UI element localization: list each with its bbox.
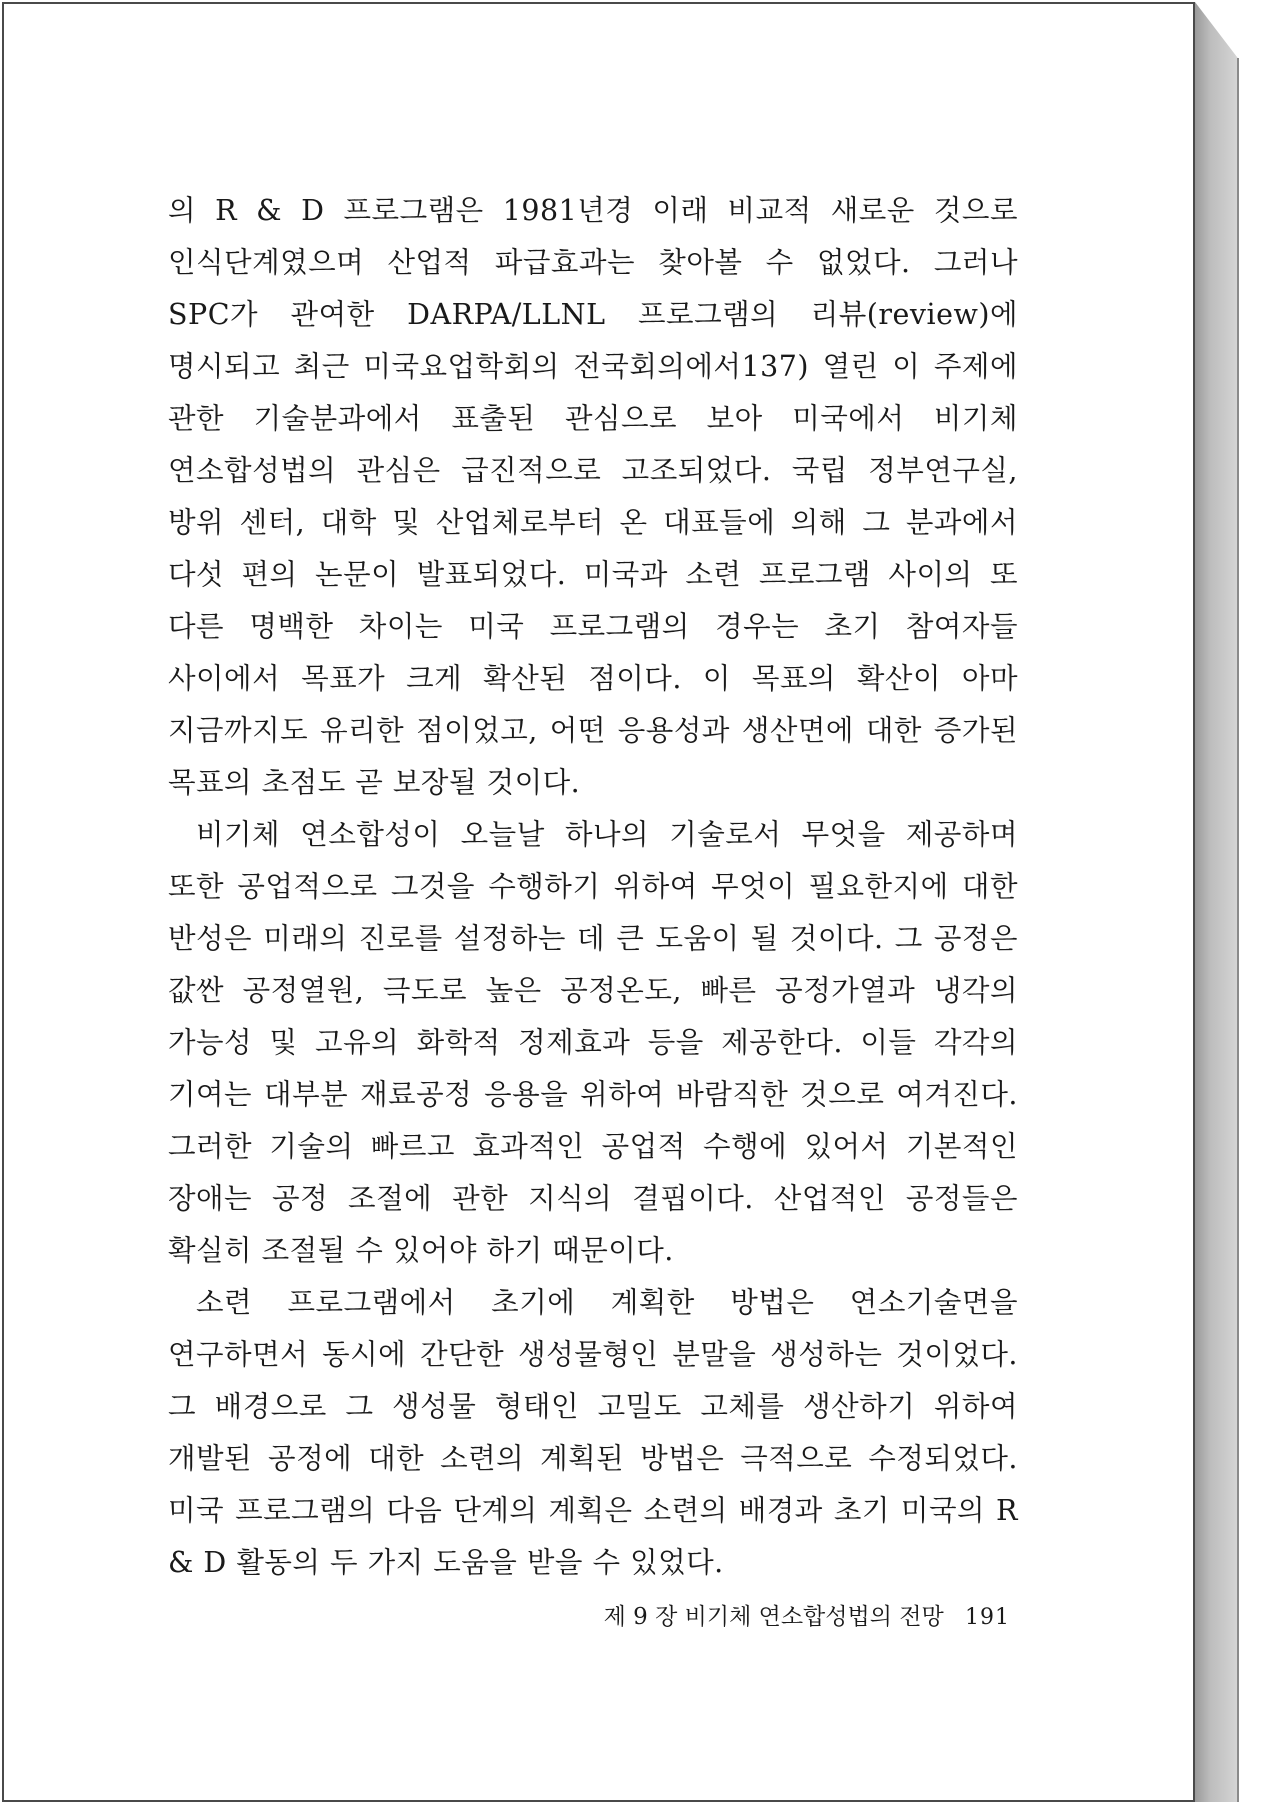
paragraph: 소련 프로그램에서 초기에 계획한 방법은 연소기술면을 연구하면서 동시에 간단한 생성물형인 분말을 생성하는 것이었다. 그 배경으로 그 생성물 형태인 고밀도 고체를 생산하기 위하여 개발된 공정에 대한 소련의 계획된 방법은 극적으로 수정되었다. 미국 프로그램의 다음 단계의 계획은 소련의 배경과 초기 미국의 R & D 활동의 두 가지 도움을 받을 수 있었다. [168,1286,1018,1579]
page-edge-line [1237,58,1239,1802]
body-text [168,185,1018,1589]
paragraph: 의 R & D 프로그램은 1981년경 이래 비교적 새로운 것으로 인식단계였으며 산업적 파급효과는 찾아볼 수 없었다. 그러나 SPC가 관여한 DARPA/LLNL 프로그램의 리뷰(review)에 명시되고 최근 미국요업학회의 전국회의에서137) 열린 이 주제에 관한 기술분과에서 표출된 관심으로 보아 미국에서 비기체 연소합성법의 관심은 급진적으로 고조되었다. 국립 정부연구실, 방위 센터, 대학 및 산업체로부터 온 대표들에 의해 그 분과에서 다섯 편의 논문이 발표되었다. 미국과 소련 프로그램 사이의 또 다른 명백한 차이는 미국 프로그램의 경우는 초기 참여자들 사이에서 목표가 크게 확산된 점이다. 이 목표의 확산이 아마 지금까지도 유리한 점이었고, 어떤 응용성과 생산면에 대한 증가된 목표의 초점도 곧 보장될 것이다. [168,194,1018,799]
chapter-title: 제 9 장 비기체 연소합성법의 전망 [603,1604,944,1630]
running-footer [570,1598,1010,1631]
paragraph: 비기체 연소합성이 오늘날 하나의 기술로서 무엇을 제공하며 또한 공업적으로 그것을 수행하기 위하여 무엇이 필요한지에 대한 반성은 미래의 진로를 설정하는 데 큰 도움이 될 것이다. 그 공정은 값싼 공정열원, 극도로 높은 공정온도, 빠른 공정가열과 냉각의 가능성 및 고유의 화학적 정제효과 등을 제공한다. 이들 각각의 기여는 대부분 재료공정 응용을 위하여 바람직한 것으로 여겨진다. 그러한 기술의 빠르고 효과적인 공업적 수행에 있어서 기본적인 장애는 공정 조절에 관한 지식의 결핍이다. 산업적인 공정들은 확실히 조절될 수 있어야 하기 때문이다. [168,818,1018,1267]
page-number: 191 [965,1605,1010,1630]
page-edge-shadow [1195,2,1239,1802]
